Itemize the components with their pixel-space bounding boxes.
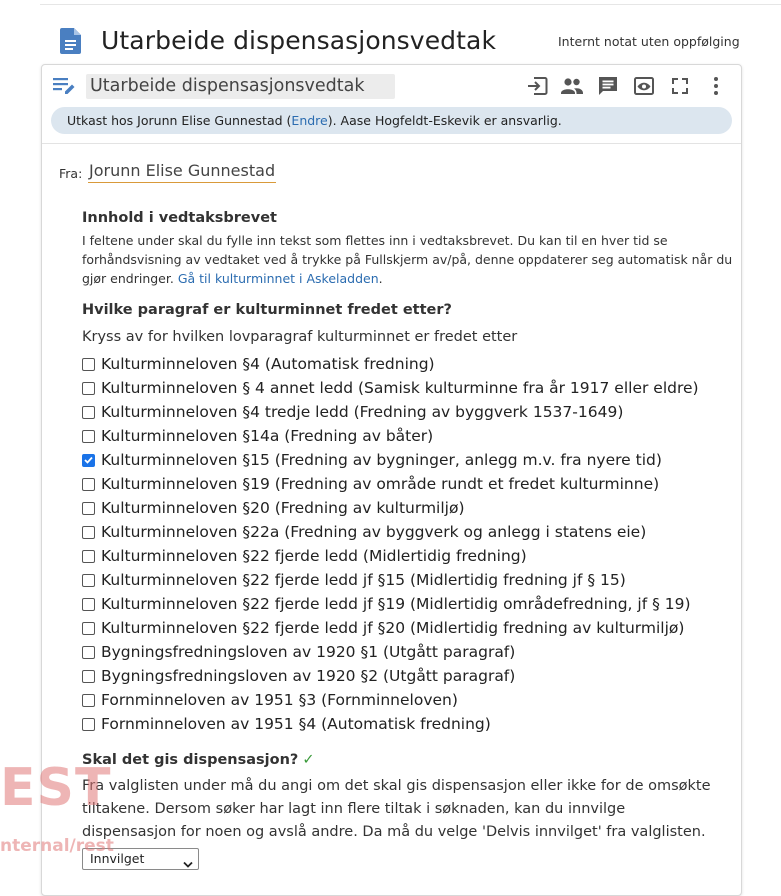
checkbox[interactable]: [82, 550, 95, 563]
paragraph-option-label: Bygningsfredningsloven av 1920 §2 (Utgått paragraf): [101, 667, 516, 685]
page-header: [0, 0, 781, 64]
people-icon[interactable]: [559, 74, 585, 98]
more-vert-icon[interactable]: [703, 74, 729, 98]
paragraph-option-label: Kulturminneloven §22 fjerde ledd jf §19 (Midlertidig områdefredning, jf § 19): [101, 595, 691, 613]
paragraph-option[interactable]: [82, 641, 515, 663]
paragraph-option-label: Kulturminneloven §15 (Fredning av bygninger, anlegg m.v. fra nyere tid): [101, 451, 662, 469]
checkbox[interactable]: [82, 502, 95, 515]
paragraph-option-label: Fornminneloven av 1951 §3 (Fornminneloven): [101, 691, 458, 709]
paragraph-option-label: Bygningsfredningsloven av 1920 §1 (Utgått paragraf): [101, 643, 516, 661]
checkbox[interactable]: [82, 406, 95, 419]
askeladden-link[interactable]: Gå til kulturminnet i Askeladden: [177, 271, 379, 286]
watermark-env-label: EST: [0, 758, 112, 818]
document-icon: [60, 28, 82, 54]
checkbox[interactable]: [82, 622, 95, 635]
content-intro: [82, 231, 742, 288]
paragraph-option-label: Kulturminneloven §20 (Fredning av kulturmiljø): [101, 499, 465, 517]
checkbox[interactable]: [82, 430, 95, 443]
valid-check-icon: ✓: [302, 752, 315, 768]
paragraph-option-label: Kulturminneloven §14a (Fredning av båter): [101, 427, 434, 445]
paragraph-option-label: Kulturminneloven §22 fjerde ledd (Midlertidig fredning): [101, 547, 527, 565]
paragraph-option[interactable]: [82, 617, 684, 639]
page-title: Utarbeide dispensasjonsvedtak: [101, 26, 497, 55]
change-owner-link[interactable]: Endre: [291, 113, 328, 128]
paragraph-option[interactable]: [82, 689, 458, 711]
chevron-down-icon: [183, 855, 193, 863]
paragraph-option[interactable]: [82, 545, 527, 567]
paragraph-option-label: Kulturminneloven § 4 annet ledd (Samisk kulturminne fra år 1917 eller eldre): [101, 379, 699, 397]
send-icon[interactable]: [524, 74, 550, 98]
checkbox[interactable]: [82, 574, 95, 587]
content-heading: Innhold i vedtaksbrevet: [82, 210, 277, 226]
checkbox[interactable]: [82, 358, 95, 371]
checkbox[interactable]: [82, 478, 95, 491]
note-type-label: Internt notat uten oppfølging: [558, 34, 740, 49]
note-title-input[interactable]: Utarbeide dispensasjonsvedtak: [86, 74, 395, 99]
paragraph-option[interactable]: [82, 497, 465, 519]
paragraph-option-label: Kulturminneloven §4 (Automatisk fredning): [101, 355, 435, 373]
paragraph-option[interactable]: [82, 569, 626, 591]
intro-end: .: [378, 271, 383, 286]
checkbox[interactable]: [82, 382, 95, 395]
checkbox[interactable]: [82, 718, 95, 731]
paragraph-option-label: Kulturminneloven §4 tredje ledd (Fredning av byggverk 1537-1649): [101, 403, 624, 421]
paragraph-option[interactable]: [82, 713, 491, 735]
note-card: [41, 64, 742, 896]
checkbox[interactable]: [82, 646, 95, 659]
dispensation-text: Fra valglisten under må du angi om det skal gis dispensasjon eller ikke for de omsøkte tiltakene. Dersom søker har lagt inn flere tiltak i søknaden, kan du innvilge dispensasjon for noen og avslå andre. Da må du velge 'Delvis innvilget' fra valglisten.: [82, 778, 711, 840]
paragraph-option[interactable]: [82, 353, 435, 375]
paragraph-option-label: Kulturminneloven §22 fjerde ledd jf §20 (Midlertidig fredning av kulturmiljø): [101, 619, 685, 637]
paragraph-option[interactable]: [82, 449, 662, 471]
paragraph-option-label: Fornminneloven av 1951 §4 (Automatisk fredning): [101, 715, 491, 733]
card-toolbar: [42, 65, 741, 107]
paragraph-option[interactable]: [82, 425, 433, 447]
comment-icon[interactable]: [595, 74, 621, 98]
paragraph-option[interactable]: [82, 593, 691, 615]
paragraph-option[interactable]: [82, 665, 515, 687]
paragraph-option-label: Kulturminneloven §22 fjerde ledd jf §15 (Midlertidig fredning jf § 15): [101, 571, 626, 589]
watermark-env-sub: nternal/rest: [0, 836, 114, 856]
dispensation-select-value: Innvilget: [90, 851, 145, 866]
from-field[interactable]: Jorunn Elise Gunnestad: [88, 161, 276, 183]
intro-text: I feltene under skal du fylle inn tekst som flettes inn i vedtaksbrevet. Du kan til en hver tid se forhåndsvisning av vedtaket ved å trykke på Fullskjerm av/på, denne oppdaterer seg automatisk når du gjør endringer.: [82, 233, 733, 286]
paragraph-instruction: Kryss av for hvilken lovparagraf kulturminnet er fredet etter: [82, 329, 518, 345]
paragraph-option[interactable]: [82, 473, 659, 495]
checkbox[interactable]: [82, 694, 95, 707]
paragraph-option[interactable]: [82, 521, 646, 543]
paragraph-question: Hvilke paragraf er kulturminnet fredet etter?: [82, 302, 452, 318]
checkbox[interactable]: [82, 670, 95, 683]
dispensation-question-text: Skal det gis dispensasjon?: [82, 752, 299, 768]
paragraph-option[interactable]: [82, 377, 699, 399]
fullscreen-icon[interactable]: [667, 74, 693, 98]
paragraph-option[interactable]: [82, 401, 623, 423]
dispensation-question: [82, 752, 315, 768]
draft-status-bar: [51, 107, 732, 134]
edit-notes-icon: [52, 75, 76, 97]
from-label: Fra:: [59, 166, 83, 181]
checkbox[interactable]: [82, 526, 95, 539]
paragraph-option-label: Kulturminneloven §22a (Fredning av byggverk og anlegg i statens eie): [101, 523, 647, 541]
status-prefix: Utkast hos Jorunn Elise Gunnestad (: [67, 113, 292, 128]
preview-icon[interactable]: [631, 74, 657, 98]
status-suffix: ). Aase Hogfeldt-Eskevik er ansvarlig.: [327, 113, 562, 128]
checkbox[interactable]: [82, 598, 95, 611]
paragraph-option-label: Kulturminneloven §19 (Fredning av område rundt et fredet kulturminne): [101, 475, 660, 493]
card-divider: [42, 143, 741, 144]
checkbox-checked[interactable]: [82, 454, 95, 467]
